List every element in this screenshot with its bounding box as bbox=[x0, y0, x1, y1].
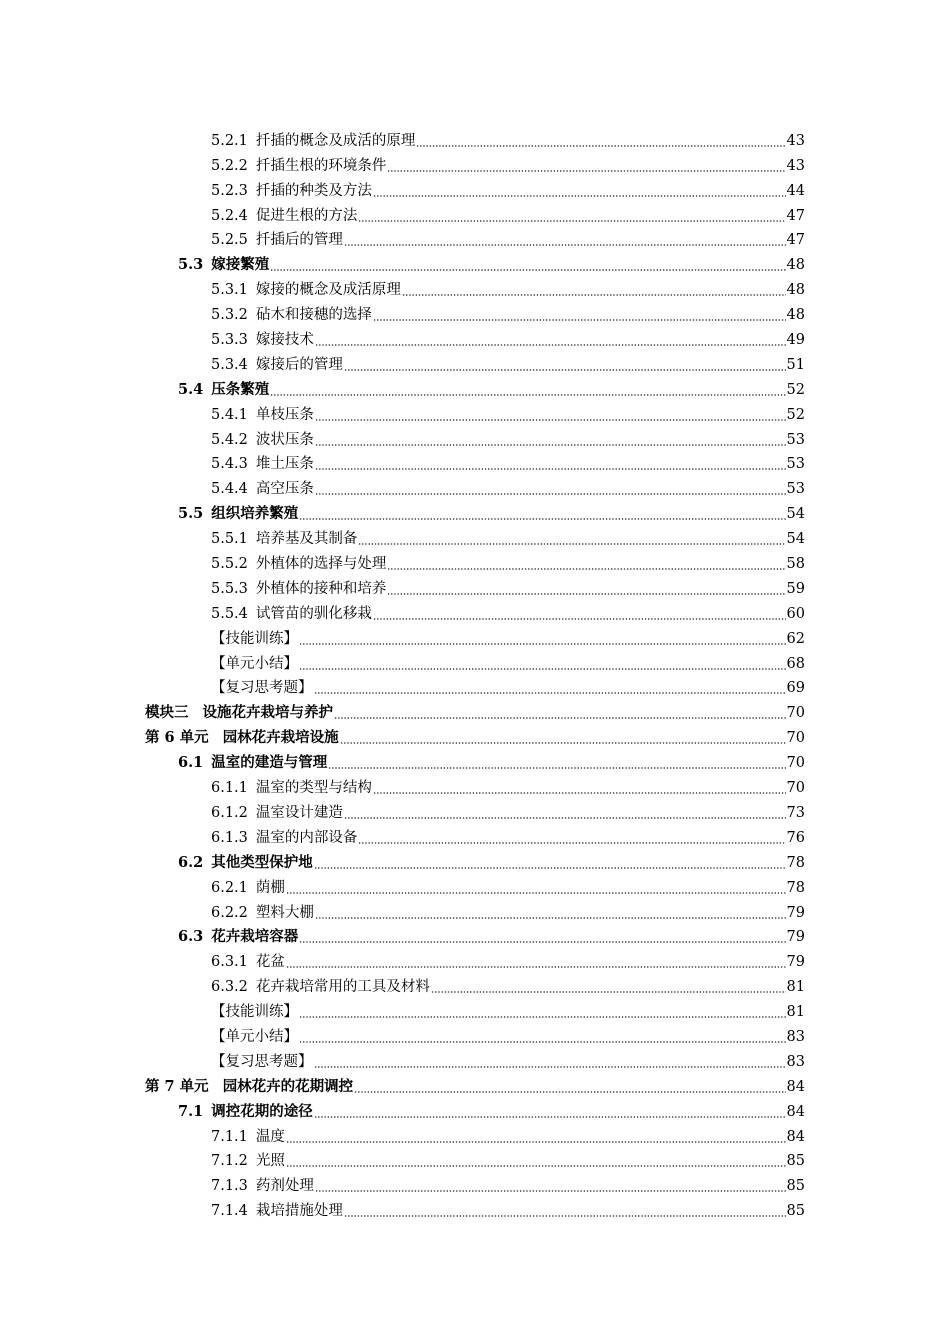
dot-leader bbox=[431, 991, 786, 993]
toc-entry-text: 扦插生根的环境条件 bbox=[255, 157, 387, 174]
toc-entry-number: 6.2.2 bbox=[211, 904, 248, 921]
toc-entry-page-number: 53 bbox=[786, 456, 805, 473]
toc-entry[interactable] bbox=[0, 649, 950, 674]
toc-entry-text: 单枝压条 bbox=[255, 406, 314, 423]
toc-entry-title bbox=[178, 753, 327, 773]
toc-entry-number: 6.3 bbox=[178, 928, 204, 946]
toc-entry[interactable] bbox=[0, 997, 950, 1022]
toc-entry[interactable] bbox=[0, 773, 950, 798]
dot-leader bbox=[334, 717, 786, 719]
toc-entry-text: 花卉栽培容器 bbox=[211, 928, 299, 946]
toc-entry-title bbox=[178, 255, 269, 275]
toc-entry-number: 5.3.3 bbox=[211, 332, 248, 349]
toc-entry-number: 6.2 bbox=[178, 853, 204, 871]
toc-entry[interactable] bbox=[0, 624, 950, 649]
toc-entry-title bbox=[211, 131, 415, 151]
toc-entry-page-number: 44 bbox=[786, 182, 805, 199]
toc-entry-text: 【技能训练】 bbox=[211, 630, 298, 647]
dot-leader bbox=[328, 767, 785, 769]
dot-leader bbox=[270, 269, 785, 271]
toc-entry-title bbox=[211, 1002, 298, 1022]
toc-entry-text: 高空压条 bbox=[255, 481, 314, 498]
toc-entry-title bbox=[145, 703, 333, 723]
toc-entry-text: 温室的类型与结构 bbox=[255, 780, 372, 797]
toc-entry-title bbox=[211, 181, 372, 201]
dot-leader bbox=[286, 1165, 786, 1167]
toc-entry-text: 栽培措施处理 bbox=[255, 1203, 343, 1220]
toc-entry-title bbox=[145, 1077, 353, 1097]
dot-leader bbox=[286, 1141, 786, 1143]
toc-entry[interactable] bbox=[0, 1122, 950, 1147]
toc-entry-text: 组织培养繁殖 bbox=[211, 505, 299, 523]
toc-entry[interactable] bbox=[0, 599, 950, 624]
toc-entry-page-number: 52 bbox=[786, 406, 805, 423]
toc-entry-text: 花盆 bbox=[255, 954, 285, 971]
toc-entry-page-number: 78 bbox=[786, 879, 805, 896]
toc-entry-title bbox=[211, 405, 314, 425]
toc-entry[interactable] bbox=[0, 375, 950, 400]
toc-entry-title bbox=[211, 206, 357, 226]
toc-entry[interactable] bbox=[0, 574, 950, 599]
dot-leader bbox=[387, 568, 785, 570]
toc-entry-number: 5.5 bbox=[178, 505, 204, 523]
toc-entry-page-number: 60 bbox=[786, 605, 805, 622]
toc-entry-text: 【技能训练】 bbox=[211, 1004, 298, 1021]
toc-entry[interactable] bbox=[0, 151, 950, 176]
dot-leader bbox=[286, 892, 786, 894]
toc-entry-number: 5.2.5 bbox=[211, 232, 248, 249]
toc-entry-page-number: 43 bbox=[786, 132, 805, 149]
toc-entry-title bbox=[211, 355, 343, 375]
toc-entry-page-number: 68 bbox=[786, 655, 805, 672]
toc-entry-text: 设施花卉栽培与养护 bbox=[202, 704, 333, 722]
toc-entry-number: 6.1 bbox=[178, 754, 204, 772]
dot-leader bbox=[299, 668, 786, 670]
toc-entry[interactable] bbox=[0, 1171, 950, 1196]
toc-entry-number: 5.4.3 bbox=[211, 456, 248, 473]
toc-entry[interactable] bbox=[0, 823, 950, 848]
toc-entry-text: 塑料大棚 bbox=[255, 904, 314, 921]
toc-entry[interactable] bbox=[0, 698, 950, 723]
toc-entry-title bbox=[211, 828, 357, 848]
dot-leader bbox=[344, 817, 786, 819]
dot-leader bbox=[286, 966, 786, 968]
toc-entry-text: 药剂处理 bbox=[255, 1178, 314, 1195]
toc-entry-title bbox=[211, 1201, 343, 1221]
toc-entry[interactable] bbox=[0, 250, 950, 275]
toc-entry-page-number: 79 bbox=[786, 954, 805, 971]
dot-leader bbox=[315, 917, 786, 919]
toc-entry-title bbox=[211, 1127, 285, 1147]
dot-leader bbox=[315, 344, 786, 346]
toc-entry-text: 外植体的选择与处理 bbox=[255, 556, 387, 573]
dot-leader bbox=[387, 593, 785, 595]
toc-entry-text: 扦插后的管理 bbox=[255, 232, 343, 249]
toc-entry-page-number: 53 bbox=[786, 431, 805, 448]
toc-entry-number: 5.5.1 bbox=[211, 531, 248, 548]
toc-entry-text: 嫁接的概念及成活原理 bbox=[255, 282, 401, 299]
toc-entry-number: 5.4.2 bbox=[211, 431, 248, 448]
dot-leader bbox=[315, 468, 786, 470]
dot-leader bbox=[373, 618, 786, 620]
dot-leader bbox=[270, 394, 785, 396]
dot-leader bbox=[373, 792, 786, 794]
toc-entry-text: 砧木和接穗的选择 bbox=[255, 307, 372, 324]
dot-leader bbox=[315, 444, 786, 446]
toc-entry-number: 模块三 bbox=[145, 704, 189, 722]
toc-entry[interactable] bbox=[0, 923, 950, 948]
toc-entry[interactable] bbox=[0, 226, 950, 251]
toc-entry[interactable] bbox=[0, 972, 950, 997]
toc-entry-page-number: 48 bbox=[786, 257, 805, 274]
toc-entry[interactable] bbox=[0, 723, 950, 748]
toc-entry-text: 调控花期的途径 bbox=[211, 1102, 313, 1120]
toc-entry-title bbox=[178, 927, 298, 947]
toc-entry[interactable] bbox=[0, 848, 950, 873]
toc-entry-number: 7.1 bbox=[178, 1102, 204, 1120]
toc-entry[interactable] bbox=[0, 898, 950, 923]
toc-entry-number: 5.2.3 bbox=[211, 182, 248, 199]
toc-entry-number: 5.3.4 bbox=[211, 356, 248, 373]
toc-entry[interactable] bbox=[0, 350, 950, 375]
toc-entry-page-number: 69 bbox=[786, 680, 805, 697]
toc-entry-page-number: 84 bbox=[786, 1103, 805, 1120]
toc-entry-page-number: 73 bbox=[786, 804, 805, 821]
toc-entry-number: 5.5.2 bbox=[211, 556, 248, 573]
toc-entry-number: 5.5.3 bbox=[211, 580, 248, 597]
toc-entry-number: 5.4.1 bbox=[211, 406, 248, 423]
toc-entry-page-number: 70 bbox=[786, 755, 805, 772]
dot-leader bbox=[299, 941, 785, 943]
dot-leader bbox=[340, 742, 786, 744]
toc-entry-text: 其他类型保护地 bbox=[211, 853, 313, 871]
toc-entry-text: 光照 bbox=[255, 1153, 285, 1170]
dot-leader bbox=[354, 1091, 785, 1093]
dot-leader bbox=[344, 369, 786, 371]
toc-entry-text: 嫁接繁殖 bbox=[211, 256, 270, 274]
toc-entry-text: 扦插的种类及方法 bbox=[255, 182, 372, 199]
dot-leader bbox=[358, 220, 785, 222]
toc-entry-title bbox=[145, 728, 339, 748]
toc-entry-title bbox=[211, 454, 314, 474]
toc-entry-title bbox=[178, 504, 298, 524]
toc-entry-page-number: 85 bbox=[786, 1203, 805, 1220]
toc-entry-text: 促进生根的方法 bbox=[255, 207, 358, 224]
toc-entry-page-number: 43 bbox=[786, 157, 805, 174]
toc-entry-text: 嫁接技术 bbox=[255, 332, 314, 349]
toc-entry[interactable] bbox=[0, 798, 950, 823]
toc-entry[interactable] bbox=[0, 425, 950, 450]
toc-entry-text: 温室设计建造 bbox=[255, 804, 343, 821]
toc-entry-number: 5.2.4 bbox=[211, 207, 248, 224]
toc-entry-number: 5.4 bbox=[178, 380, 204, 398]
toc-entry-page-number: 47 bbox=[786, 207, 805, 224]
toc-entry-title bbox=[211, 803, 343, 823]
toc-entry-number: 第 7 单元 bbox=[145, 1077, 209, 1095]
toc-entry-text: 园林花卉栽培设施 bbox=[222, 729, 339, 747]
toc-entry[interactable] bbox=[0, 474, 950, 499]
toc-entry-title bbox=[211, 529, 357, 549]
toc-entry-number: 7.1.3 bbox=[211, 1178, 248, 1195]
dot-leader bbox=[299, 1016, 786, 1018]
dot-leader bbox=[315, 1190, 786, 1192]
toc-entry-page-number: 79 bbox=[786, 929, 805, 946]
toc-entry-number: 5.3 bbox=[178, 256, 204, 274]
toc-entry-title bbox=[211, 1151, 285, 1171]
toc-entry-text: 培养基及其制备 bbox=[255, 531, 358, 548]
toc-entry[interactable] bbox=[0, 201, 950, 226]
toc-entry-title bbox=[211, 579, 386, 599]
dot-leader bbox=[344, 1215, 786, 1217]
toc-entry-title bbox=[211, 280, 401, 300]
toc-entry-page-number: 54 bbox=[786, 506, 805, 523]
toc-entry[interactable] bbox=[0, 300, 950, 325]
toc-entry-number: 5.5.4 bbox=[211, 605, 248, 622]
toc-entry-text: 堆土压条 bbox=[255, 456, 314, 473]
toc-entry-page-number: 54 bbox=[786, 531, 805, 548]
toc-entry-title bbox=[211, 430, 314, 450]
toc-entry[interactable] bbox=[0, 126, 950, 151]
toc-entry-page-number: 81 bbox=[786, 979, 805, 996]
toc-entry[interactable] bbox=[0, 674, 950, 699]
toc-entry[interactable] bbox=[0, 873, 950, 898]
toc-entry-number: 第 6 单元 bbox=[145, 729, 209, 747]
toc-entry-number: 7.1.1 bbox=[211, 1128, 248, 1145]
toc-entry-text: 花卉栽培常用的工具及材料 bbox=[255, 979, 430, 996]
toc-entry-page-number: 84 bbox=[786, 1128, 805, 1145]
toc-entry-title bbox=[211, 878, 285, 898]
toc-entry-page-number: 53 bbox=[786, 481, 805, 498]
toc-entry-title bbox=[211, 554, 386, 574]
dot-leader bbox=[314, 692, 786, 694]
toc-entry-text: 扦插的概念及成活的原理 bbox=[255, 132, 416, 149]
dot-leader bbox=[344, 244, 786, 246]
toc-entry[interactable] bbox=[0, 499, 950, 524]
toc-entry-title bbox=[211, 330, 314, 350]
toc-entry-page-number: 49 bbox=[786, 332, 805, 349]
toc-entry[interactable] bbox=[0, 176, 950, 201]
toc-entry-page-number: 85 bbox=[786, 1153, 805, 1170]
toc-entry-number: 6.1.3 bbox=[211, 829, 248, 846]
dot-leader bbox=[373, 319, 786, 321]
toc-entry-number: 5.3.1 bbox=[211, 282, 248, 299]
dot-leader bbox=[315, 419, 786, 421]
dot-leader bbox=[299, 1041, 786, 1043]
toc-entry-text: 【复习思考题】 bbox=[211, 680, 313, 697]
toc-entry[interactable] bbox=[0, 1147, 950, 1172]
toc-entry[interactable] bbox=[0, 1022, 950, 1047]
toc-entry-number: 5.4.4 bbox=[211, 481, 248, 498]
toc-entry[interactable] bbox=[0, 748, 950, 773]
toc-entry-title bbox=[211, 305, 372, 325]
toc-entry[interactable] bbox=[0, 1196, 950, 1221]
toc-entry-title bbox=[211, 778, 372, 798]
toc-entry-title bbox=[178, 853, 313, 873]
toc-entry-text: 【复习思考题】 bbox=[211, 1053, 313, 1070]
toc-entry-page-number: 79 bbox=[786, 904, 805, 921]
toc-entry-page-number: 78 bbox=[786, 854, 805, 871]
toc-entry[interactable] bbox=[0, 275, 950, 300]
toc-entry-title bbox=[211, 604, 372, 624]
toc-entry-number: 6.3.1 bbox=[211, 954, 248, 971]
dot-leader bbox=[315, 493, 786, 495]
toc-entry-page-number: 51 bbox=[786, 356, 805, 373]
toc-entry-page-number: 70 bbox=[786, 730, 805, 747]
toc-entry-page-number: 70 bbox=[786, 705, 805, 722]
toc-entry[interactable] bbox=[0, 1072, 950, 1097]
dot-leader bbox=[416, 145, 785, 147]
toc-entry-title bbox=[211, 156, 386, 176]
toc-entry-number: 5.2.1 bbox=[211, 132, 248, 149]
dot-leader bbox=[387, 170, 785, 172]
toc-entry-title bbox=[211, 1176, 314, 1196]
dot-leader bbox=[299, 643, 786, 645]
toc-entry[interactable] bbox=[0, 325, 950, 350]
toc-entry-page-number: 76 bbox=[786, 829, 805, 846]
toc-entry[interactable] bbox=[0, 450, 950, 475]
dot-leader bbox=[373, 195, 786, 197]
toc-entry-page-number: 83 bbox=[786, 1053, 805, 1070]
toc-entry[interactable] bbox=[0, 1097, 950, 1122]
toc-entry-page-number: 58 bbox=[786, 556, 805, 573]
toc-entry-text: 嫁接后的管理 bbox=[255, 356, 343, 373]
toc-entry-page-number: 52 bbox=[786, 381, 805, 398]
toc-entry-text: 荫棚 bbox=[255, 879, 285, 896]
toc-entry-title bbox=[211, 1052, 313, 1072]
toc-entry-number: 6.1.2 bbox=[211, 804, 248, 821]
toc-entry-page-number: 48 bbox=[786, 307, 805, 324]
toc-entry-title bbox=[211, 678, 313, 698]
toc-entry[interactable] bbox=[0, 947, 950, 972]
toc-entry-number: 6.3.2 bbox=[211, 979, 248, 996]
dot-leader bbox=[314, 867, 786, 869]
toc-entry-text: 【单元小结】 bbox=[211, 655, 298, 672]
toc-entry-number: 6.2.1 bbox=[211, 879, 248, 896]
dot-leader bbox=[358, 543, 785, 545]
toc-entry-page-number: 81 bbox=[786, 1004, 805, 1021]
toc-entry[interactable] bbox=[0, 400, 950, 425]
dot-leader bbox=[314, 1066, 786, 1068]
toc-entry-page-number: 84 bbox=[786, 1078, 805, 1095]
toc-entry-number: 7.1.4 bbox=[211, 1203, 248, 1220]
dot-leader bbox=[314, 1116, 786, 1118]
toc-entry-text: 压条繁殖 bbox=[211, 380, 270, 398]
toc-entry[interactable] bbox=[0, 524, 950, 549]
toc-entry-title bbox=[211, 977, 430, 997]
toc-entry-text: 试管苗的驯化移栽 bbox=[255, 605, 372, 622]
dot-leader bbox=[402, 294, 786, 296]
toc-entry-page-number: 83 bbox=[786, 1028, 805, 1045]
toc-entry-text: 温室的建造与管理 bbox=[211, 754, 328, 772]
toc-entry-title bbox=[211, 230, 343, 250]
toc-entry-title bbox=[178, 380, 269, 400]
table-of-contents bbox=[0, 126, 950, 1221]
toc-entry-page-number: 62 bbox=[786, 630, 805, 647]
toc-entry-page-number: 48 bbox=[786, 282, 805, 299]
toc-entry-title bbox=[211, 629, 298, 649]
toc-entry-number: 6.1.1 bbox=[211, 780, 248, 797]
toc-entry-page-number: 47 bbox=[786, 232, 805, 249]
toc-entry-title bbox=[211, 654, 298, 674]
toc-entry-title bbox=[211, 479, 314, 499]
toc-entry-text: 【单元小结】 bbox=[211, 1028, 298, 1045]
toc-entry-page-number: 70 bbox=[786, 780, 805, 797]
dot-leader bbox=[358, 842, 785, 844]
toc-entry-page-number: 85 bbox=[786, 1178, 805, 1195]
toc-entry-text: 温室的内部设备 bbox=[255, 829, 358, 846]
toc-entry[interactable] bbox=[0, 549, 950, 574]
dot-leader bbox=[299, 518, 785, 520]
toc-entry-number: 7.1.2 bbox=[211, 1153, 248, 1170]
toc-entry-number: 5.3.2 bbox=[211, 307, 248, 324]
toc-entry-text: 外植体的接种和培养 bbox=[255, 580, 387, 597]
toc-entry-number: 5.2.2 bbox=[211, 157, 248, 174]
toc-entry-title bbox=[211, 1027, 298, 1047]
toc-entry-text: 园林花卉的花期调控 bbox=[222, 1077, 354, 1095]
toc-entry-title bbox=[211, 903, 314, 923]
toc-entry-text: 温度 bbox=[255, 1128, 285, 1145]
toc-entry-page-number: 59 bbox=[786, 580, 805, 597]
toc-entry[interactable] bbox=[0, 1047, 950, 1072]
toc-entry-text: 波状压条 bbox=[255, 431, 314, 448]
toc-entry-title bbox=[178, 1102, 313, 1122]
toc-entry-title bbox=[211, 952, 285, 972]
